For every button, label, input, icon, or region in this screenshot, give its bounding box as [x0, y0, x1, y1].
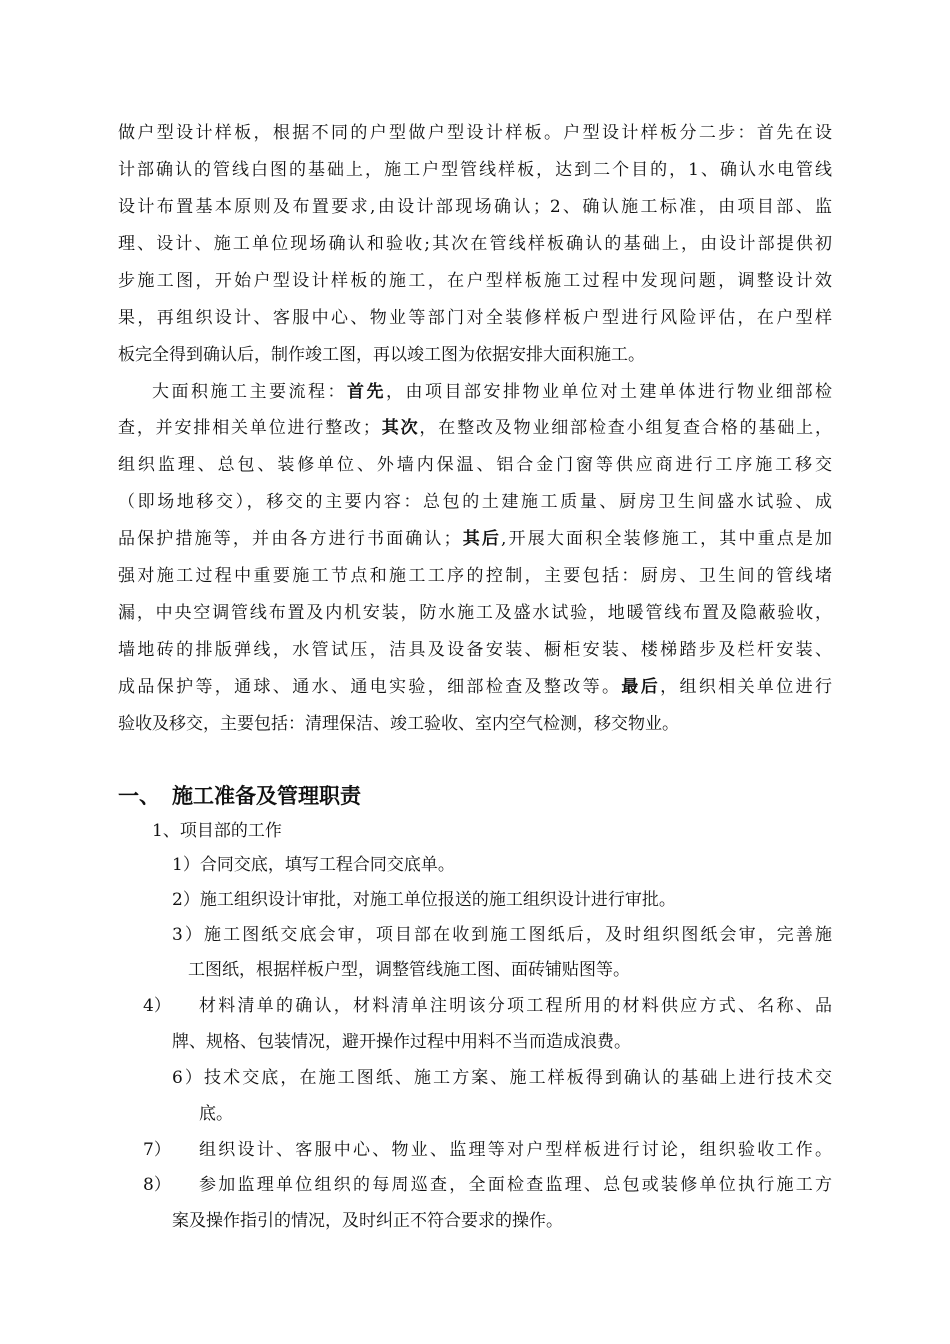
item-1: 1）合同交底，填写工程合同交底单。 [172, 855, 455, 875]
para2-line-10: 验收及移交，主要包括：清理保洁、竣工验收、室内空气检测，移交物业。 [118, 714, 679, 734]
para2-text: ，组织相关单位进行 [660, 677, 833, 697]
subsection-title: 1、项目部的工作 [152, 821, 282, 841]
para1-line-1: 做户型设计样板，根据不同的户型做户型设计样板。户型设计样板分二步：首先在设 [118, 123, 832, 143]
para1-line-7: 板完全得到确认后，制作竣工图，再以竣工图为依据安排大面积施工。 [118, 345, 645, 365]
item-3-line-1: 3）施工图纸交底会审，项目部在收到施工图纸后，及时组织图纸会审，完善施 [172, 925, 832, 945]
para2-text: ，在整改及物业细部检查小组复查合格的基础上， [419, 418, 833, 438]
para2-line-5 [118, 527, 832, 551]
para1-line-6: 果，再组织设计、客服中心、物业等部门对全装修样板户型进行风险评估，在户型样 [118, 308, 832, 328]
section-number: 一、 [118, 784, 160, 808]
item-3-line-2: 工图纸，根据样板户型，调整管线施工图、面砖铺贴图等。 [188, 960, 630, 980]
para2-text: 大面积施工主要流程： [152, 382, 347, 402]
para2-bold-then: 其后 [460, 529, 502, 549]
para2-line-3: 组织监理、总包、装修单位、外墙内保温、铝合金门窗等供应商进行工序施工移交 [118, 455, 832, 475]
item-6-line-1: 6）技术交底，在施工图纸、施工方案、施工样板得到确认的基础上进行技术交 [172, 1068, 832, 1088]
para2-text: ，由项目部安排物业单位对土建单体进行物业细部检 [386, 382, 832, 402]
item-8-line-2: 案及操作指引的情况，及时纠正不符合要求的操作。 [172, 1211, 563, 1231]
para2-line-1 [152, 380, 832, 404]
para2-bold-second: 其次 [379, 418, 420, 438]
para2-text: 查，并安排相关单位进行整改； [118, 418, 380, 438]
item-8-line-1: 参加监理单位组织的每周巡查，全面检查监理、总包或装修单位执行施工方 [199, 1175, 832, 1195]
para1-line-2: 计部确认的管线白图的基础上，施工户型管线样板，达到二个目的，1、确认水电管线 [118, 160, 832, 180]
para2-bold-first: 首先 [347, 382, 386, 402]
para2-line-6: 强对施工过程中重要施工节点和施工工序的控制，主要包括：厨房、卫生间的管线堵 [118, 566, 832, 586]
para1-line-5: 步施工图，开始户型设计样板的施工，在户型样板施工过程中发现问题，调整设计效 [118, 271, 832, 291]
item-6-line-2: 底。 [199, 1104, 233, 1124]
para1-line-3: 设计布置基本原则及布置要求,由设计部现场确认；2、确认施工标准，由项目部、监 [118, 197, 832, 217]
para1-line-4: 理、设计、施工单位现场确认和验收;其次在管线样板确认的基础上，由设计部提供初 [118, 234, 832, 254]
item-4-line-1: 材料清单的确认，材料清单注明该分项工程所用的材料供应方式、名称、品 [199, 996, 832, 1016]
section-title: 施工准备及管理职责 [172, 784, 361, 808]
para2-text: 成品保护等，通球、通水、通电实验，细部检查及整改等。 [118, 677, 622, 697]
para2-line-2 [118, 416, 832, 440]
item-7-line-1: 组织设计、客服中心、物业、监理等对户型样板进行讨论，组织验收工作。 [199, 1140, 832, 1160]
item-4-line-2: 牌、规格、包装情况，避开操作过程中用料不当而造成浪费。 [172, 1032, 631, 1052]
item-7-number: 7） [143, 1140, 171, 1160]
para2-line-8: 墙地砖的排版弹线，水管试压，洁具及设备安装、橱柜安装、楼梯踏步及栏杆安装、 [118, 640, 832, 660]
para2-line-7: 漏，中央空调管线布置及内机安装，防水施工及盛水试验，地暖管线布置及隐蔽验收， [118, 603, 832, 623]
item-8-number: 8） [143, 1175, 171, 1195]
para2-line-9 [118, 675, 832, 699]
para2-text: 品保护措施等，并由各方进行书面确认； [118, 529, 461, 549]
para2-line-4: （即场地移交），移交的主要内容：总包的土建施工质量、厨房卫生间盛水试验、成 [118, 492, 832, 512]
para2-bold-finally: 最后 [621, 677, 661, 697]
para2-text: ,开展大面积全装修施工，其中重点是加 [501, 529, 833, 549]
item-2: 2）施工组织设计审批，对施工单位报送的施工组织设计进行审批。 [172, 890, 676, 910]
item-4-number: 4） [143, 996, 171, 1016]
